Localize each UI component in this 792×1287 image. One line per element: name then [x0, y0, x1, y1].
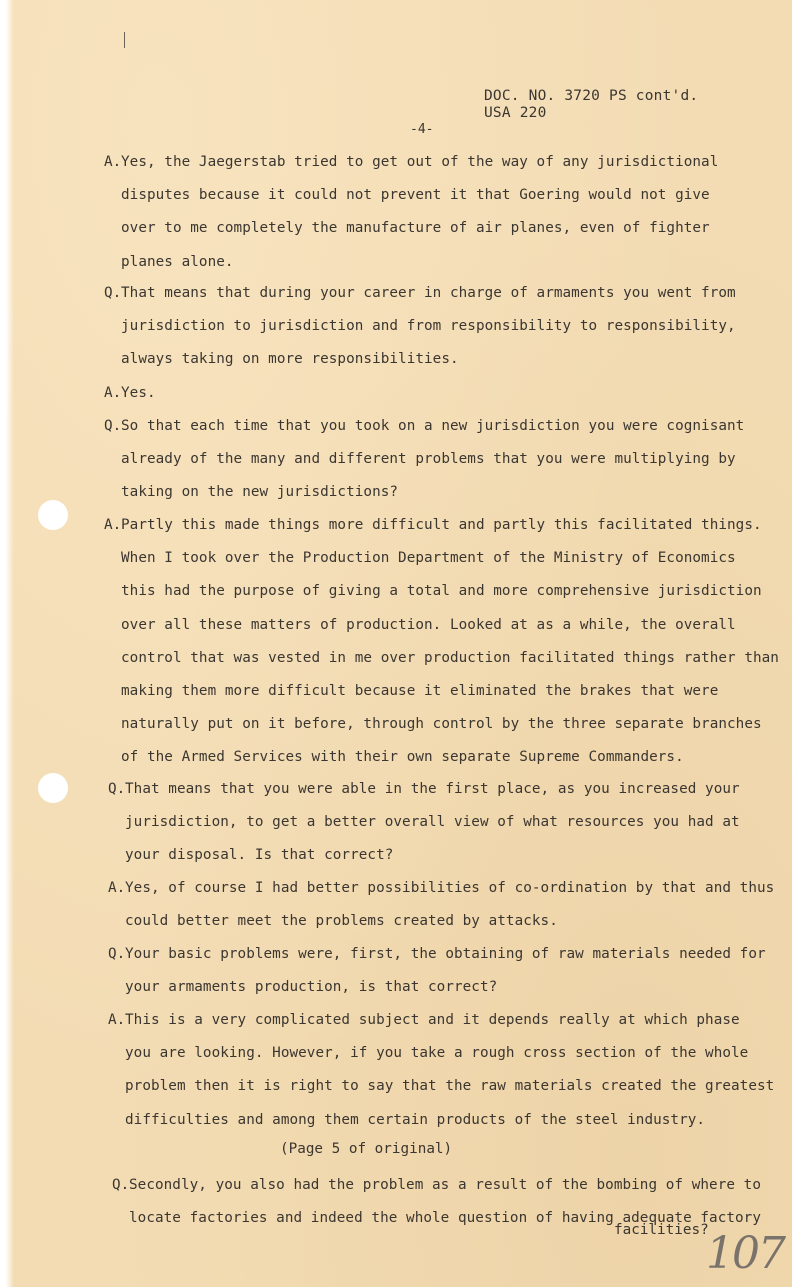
question-block — [108, 938, 766, 1004]
text-line: problem then it is right to say that the raw materials created the greatest — [125, 1078, 775, 1095]
text-line: So that each time that you took on a new jurisdiction you were cognisant — [121, 418, 745, 434]
text-line: planes alone. — [121, 253, 234, 270]
question-block — [108, 773, 740, 873]
text-line: jurisdiction to jurisdiction and from responsibility to responsibility, — [121, 318, 736, 335]
text-line: over all these matters of production. Looked at as a while, the overall — [121, 616, 736, 633]
answer-block — [104, 509, 779, 775]
text-line: could better meet the problems created by attacks. — [125, 913, 558, 930]
speaker-label: Q. — [108, 781, 126, 797]
answer-block — [108, 1004, 774, 1137]
text-line: Your basic problems were, first, the obtaining of raw materials needed for — [125, 946, 766, 962]
text-line: making them more difficult because it eliminated the brakes that were — [121, 683, 719, 700]
speaker-label: Q. — [108, 946, 126, 962]
speaker-label: Q. — [104, 418, 122, 434]
text-line: When I took over the Production Department of the Ministry of Economics — [121, 550, 736, 567]
text-line: you are looking. However, if you take a rough cross section of the whole — [125, 1045, 749, 1062]
text-line: This is a very complicated subject and it depends really at which phase — [125, 1012, 740, 1028]
text-line: difficulties and among them certain products of the steel industry. — [125, 1111, 706, 1128]
question-block — [104, 410, 744, 510]
text-line: Secondly, you also had the problem as a result of the bombing of where to — [129, 1177, 761, 1193]
text-line: disputes because it could not prevent it that Goering would not give — [121, 187, 710, 204]
speaker-label: Q. — [112, 1177, 130, 1193]
text-line: Yes, the Jaegerstab tried to get out of the way of any jurisdictional — [121, 154, 719, 170]
speaker-label: A. — [104, 385, 122, 401]
text-line: of the Armed Services with their own separate Supreme Commanders. — [121, 749, 684, 766]
text-line: control that was vested in me over production facilitated things rather than — [121, 649, 779, 666]
document-header — [484, 88, 698, 122]
text-line: naturally put on it before, through control by the three separate branches — [121, 716, 762, 733]
speaker-label: A. — [108, 880, 126, 896]
exhibit-number: USA 220 — [484, 105, 547, 121]
margin-mark — [124, 32, 125, 48]
continuation-text: facilities? — [614, 1222, 709, 1238]
text-line: jurisdiction, to get a better overall view of what resources you had at — [125, 814, 740, 831]
answer-block — [104, 377, 156, 410]
text-line: Yes. — [121, 385, 156, 401]
text-line: this had the purpose of giving a total and more comprehensive jurisdiction — [121, 583, 762, 600]
answer-block — [108, 872, 774, 938]
speaker-label: A. — [104, 517, 122, 533]
handwritten-page-number: 107 — [706, 1228, 784, 1279]
text-line: Partly this made things more difficult and partly this facilitated things. — [121, 517, 762, 533]
text-line: always taking on more responsibilities. — [121, 351, 459, 368]
page-marker: -4- — [410, 122, 434, 137]
text-line: your disposal. Is that correct? — [125, 847, 394, 864]
original-page-note: (Page 5 of original) — [280, 1141, 453, 1157]
speaker-label: A. — [104, 154, 122, 170]
text-line: your armaments production, is that correct? — [125, 979, 498, 996]
text-line: That means that during your career in charge of armaments you went from — [121, 285, 736, 301]
answer-block — [104, 146, 718, 279]
paper-edge — [0, 0, 14, 1287]
doc-number: DOC. NO. 3720 PS cont'd. — [484, 88, 699, 104]
text-line: over to me completely the manufacture of air planes, even of fighter — [121, 220, 710, 237]
question-block — [104, 277, 736, 377]
punch-hole — [38, 500, 68, 530]
text-line: locate factories and indeed the whole question of having adequate factory — [129, 1210, 761, 1227]
text-line: taking on the new jurisdictions? — [121, 484, 399, 501]
speaker-label: Q. — [104, 285, 122, 301]
text-line: already of the many and different problems that you were multiplying by — [121, 451, 736, 468]
text-line: Yes, of course I had better possibilities of co-ordination by that and thus — [125, 880, 775, 896]
speaker-label: A. — [108, 1012, 126, 1028]
text-line: That means that you were able in the first place, as you increased your — [125, 781, 740, 797]
punch-hole — [38, 773, 68, 803]
